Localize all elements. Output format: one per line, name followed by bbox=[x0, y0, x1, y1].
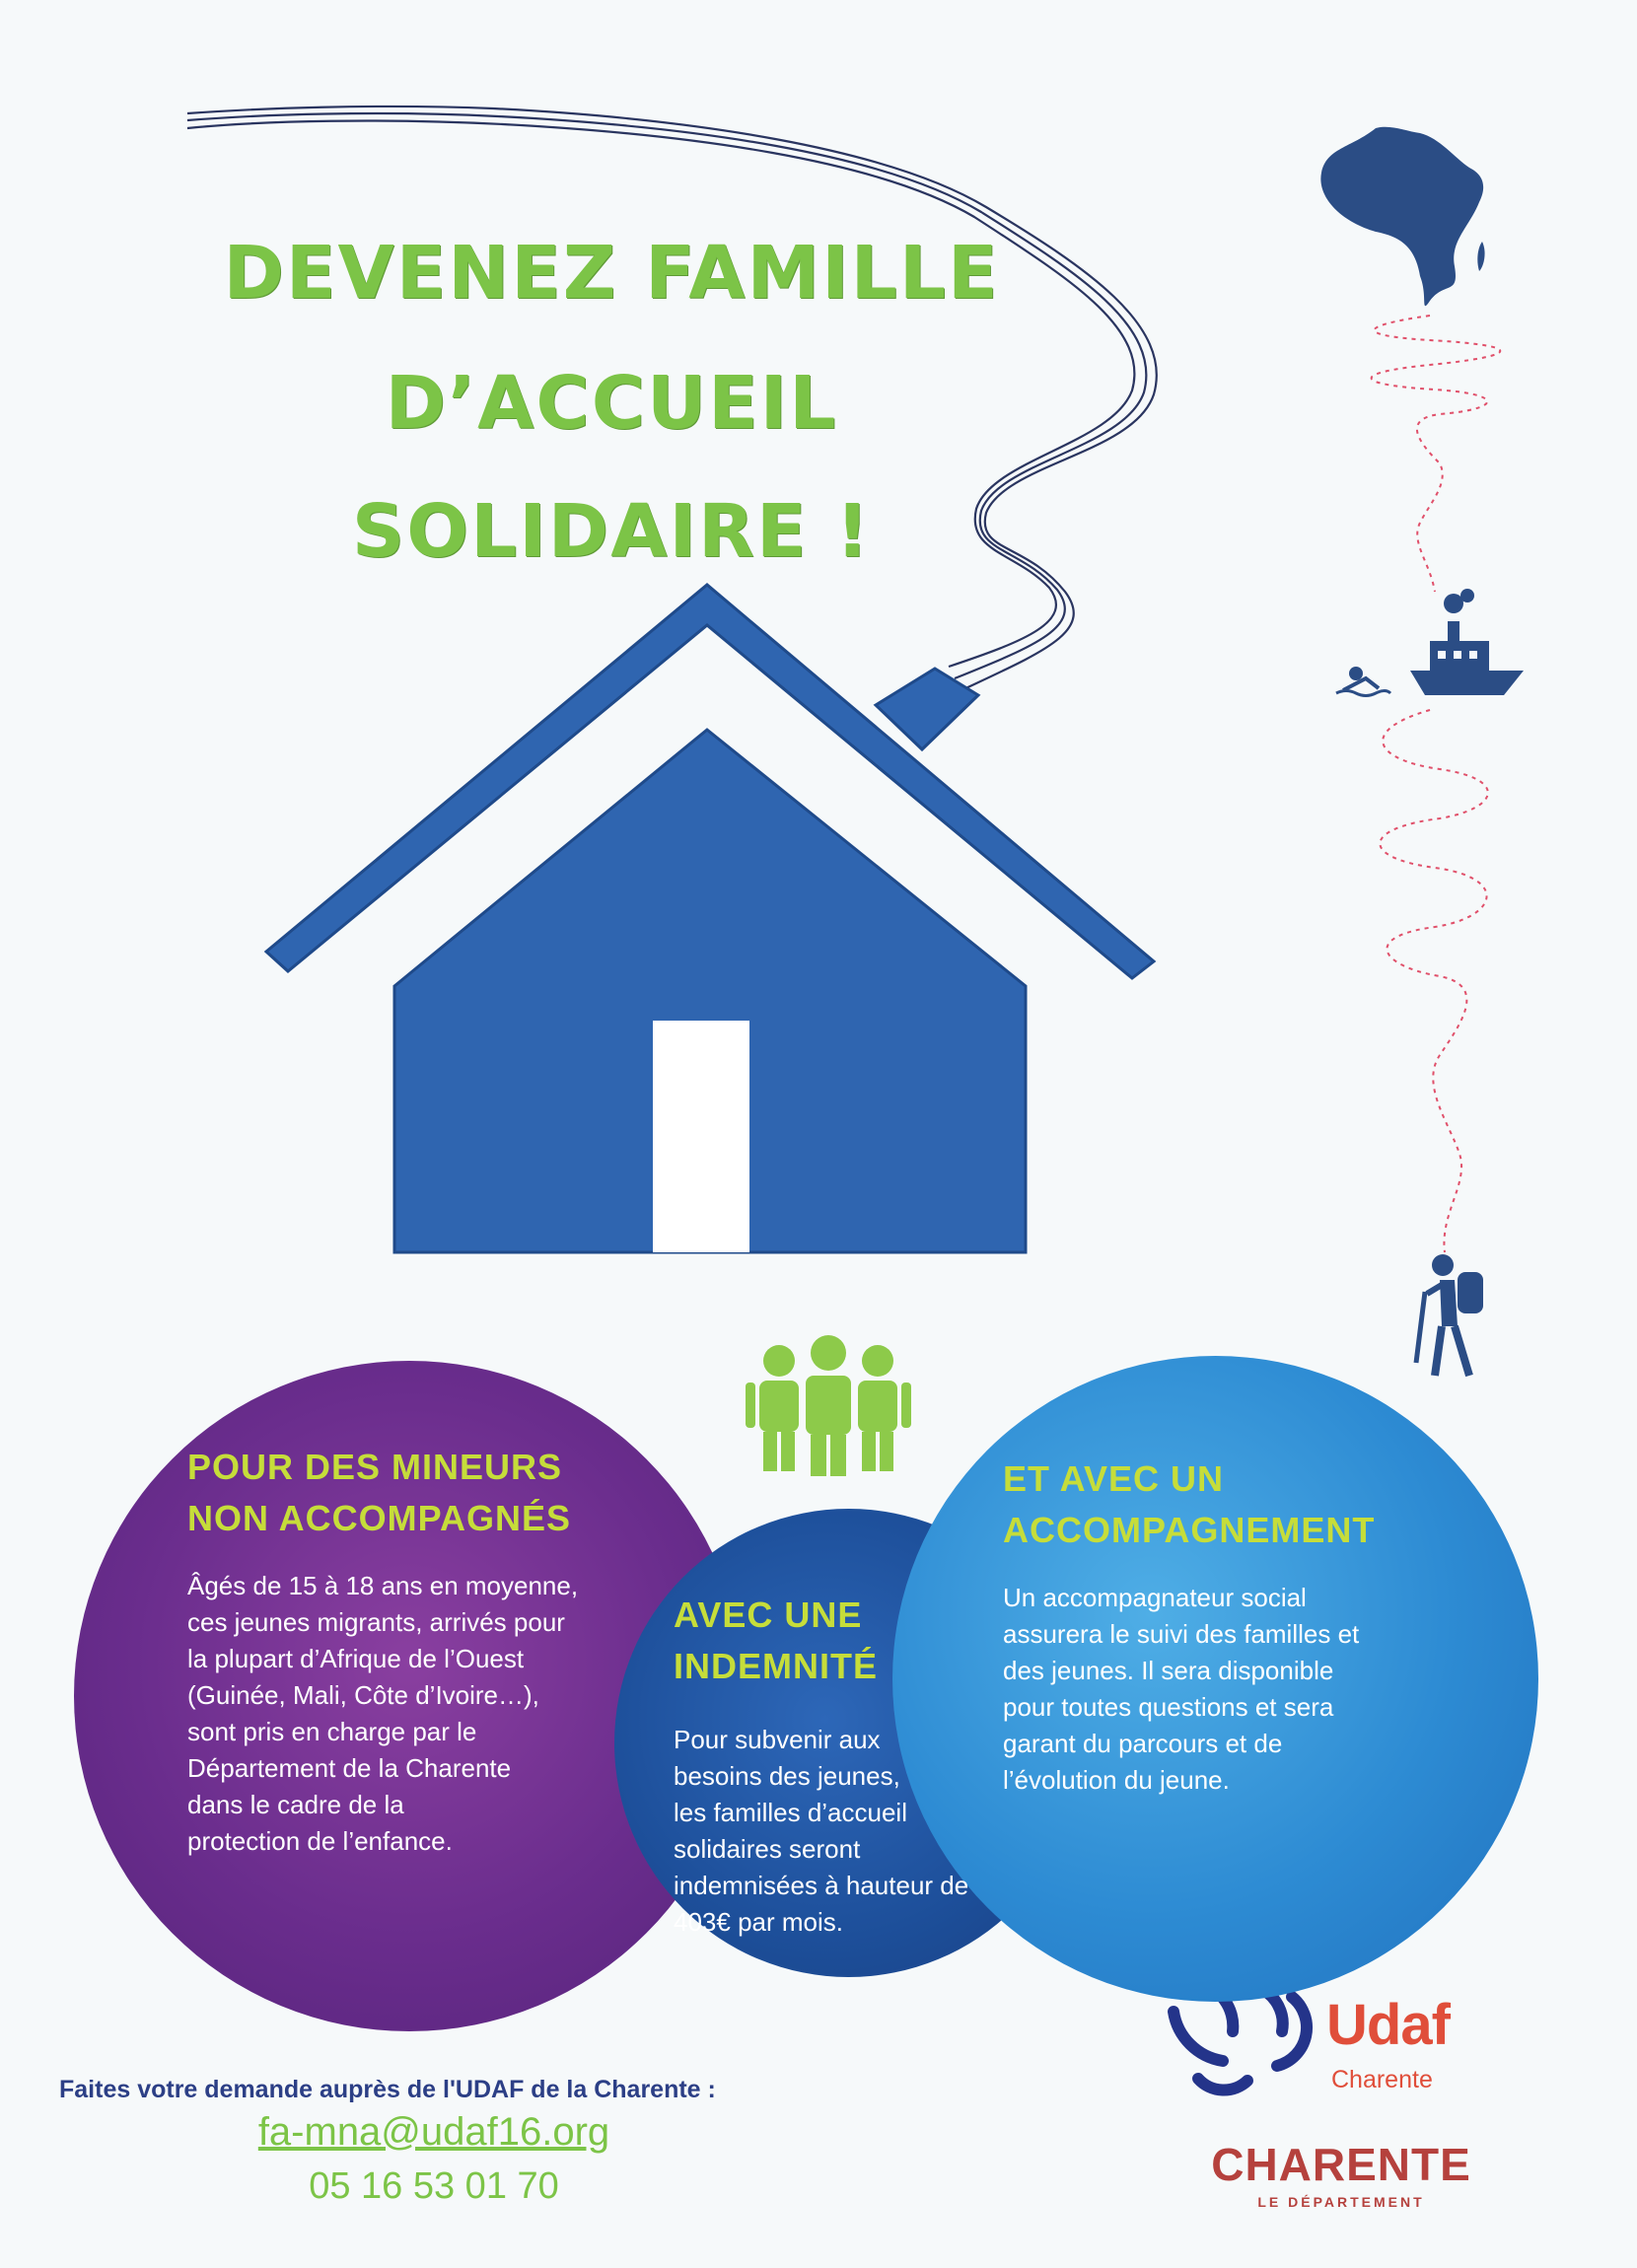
minors-text-line: la plupart d’Afrique de l’Ouest bbox=[187, 1644, 525, 1673]
contact-phone[interactable]: 05 16 53 01 70 bbox=[309, 2165, 559, 2207]
minors-text-line: Département de la Charente bbox=[187, 1753, 512, 1783]
support-text-line: Un accompagnateur social bbox=[1003, 1583, 1307, 1612]
minors-heading-2: NON ACCOMPAGNÉS bbox=[187, 1498, 572, 1538]
door bbox=[653, 1021, 749, 1252]
udaf-logo-name: Udaf bbox=[1326, 1993, 1450, 2057]
support-heading-1: ET AVEC UN bbox=[1003, 1458, 1225, 1499]
title-line-1: DEVENEZ FAMILLE bbox=[223, 231, 1000, 316]
minors-text bbox=[187, 1568, 661, 1860]
swimmer-icon bbox=[1336, 667, 1390, 696]
indemnity-section bbox=[674, 1590, 1029, 1941]
boat-icon bbox=[1410, 589, 1524, 695]
indemnity-text-line: solidaires seront bbox=[674, 1834, 861, 1864]
contact-email-link[interactable]: fa-mna@udaf16.org bbox=[257, 2110, 610, 2154]
migration-path-lower bbox=[1380, 710, 1487, 1252]
support-section bbox=[1003, 1453, 1476, 1799]
title-line-3: SOLIDAIRE ! bbox=[351, 489, 872, 574]
title-line-2: D’ACCUEIL bbox=[385, 361, 838, 446]
indemnity-text bbox=[674, 1722, 1029, 1941]
udaf-logo-sub: Charente bbox=[1331, 2066, 1433, 2093]
minors-text-line: Âgés de 15 à 18 ans en moyenne, bbox=[187, 1571, 579, 1600]
support-text-line: pour toutes questions et sera bbox=[1003, 1692, 1334, 1722]
indemnity-text-line: besoins des jeunes, bbox=[674, 1761, 900, 1791]
people-icon bbox=[746, 1335, 911, 1476]
charente-logo-sub: LE DÉPARTEMENT bbox=[1257, 2194, 1425, 2210]
indemnity-heading-2: INDEMNITÉ bbox=[674, 1646, 878, 1686]
migration-path-upper bbox=[1372, 316, 1501, 592]
indemnity-text-line: les familles d’accueil bbox=[674, 1798, 907, 1827]
indemnity-text-line: indemnisées à hauteur de bbox=[674, 1871, 969, 1900]
hiker-icon bbox=[1416, 1254, 1483, 1376]
indemnity-heading-1: AVEC UNE bbox=[674, 1595, 863, 1635]
support-text-line: des jeunes. Il sera disponible bbox=[1003, 1656, 1334, 1685]
africa-map-icon bbox=[1320, 127, 1484, 306]
support-text-line: assurera le suivi des familles et bbox=[1003, 1619, 1360, 1649]
minors-section bbox=[187, 1442, 661, 1860]
indemnity-text-line: 403€ par mois. bbox=[674, 1907, 843, 1937]
minors-text-line: (Guinée, Mali, Côte d’Ivoire…), bbox=[187, 1680, 539, 1710]
support-text-line: l’évolution du jeune. bbox=[1003, 1765, 1230, 1795]
minors-heading-1: POUR DES MINEURS bbox=[187, 1447, 563, 1487]
indemnity-text-line: Pour subvenir aux bbox=[674, 1725, 881, 1754]
support-text-line: garant du parcours et de bbox=[1003, 1729, 1283, 1758]
minors-text-line: dans le cadre de la bbox=[187, 1790, 404, 1819]
house-icon bbox=[266, 585, 1154, 1252]
contact-label: Faites votre demande auprès de l'UDAF de la Charente : bbox=[59, 2076, 716, 2103]
support-heading-2: ACCOMPAGNEMENT bbox=[1003, 1510, 1376, 1550]
support-text bbox=[1003, 1580, 1476, 1799]
minors-text-line: ces jeunes migrants, arrivés pour bbox=[187, 1607, 565, 1637]
minors-text-line: protection de l’enfance. bbox=[187, 1826, 453, 1856]
minors-text-line: sont pris en charge par le bbox=[187, 1717, 477, 1746]
charente-logo-name: CHARENTE bbox=[1211, 2139, 1471, 2190]
